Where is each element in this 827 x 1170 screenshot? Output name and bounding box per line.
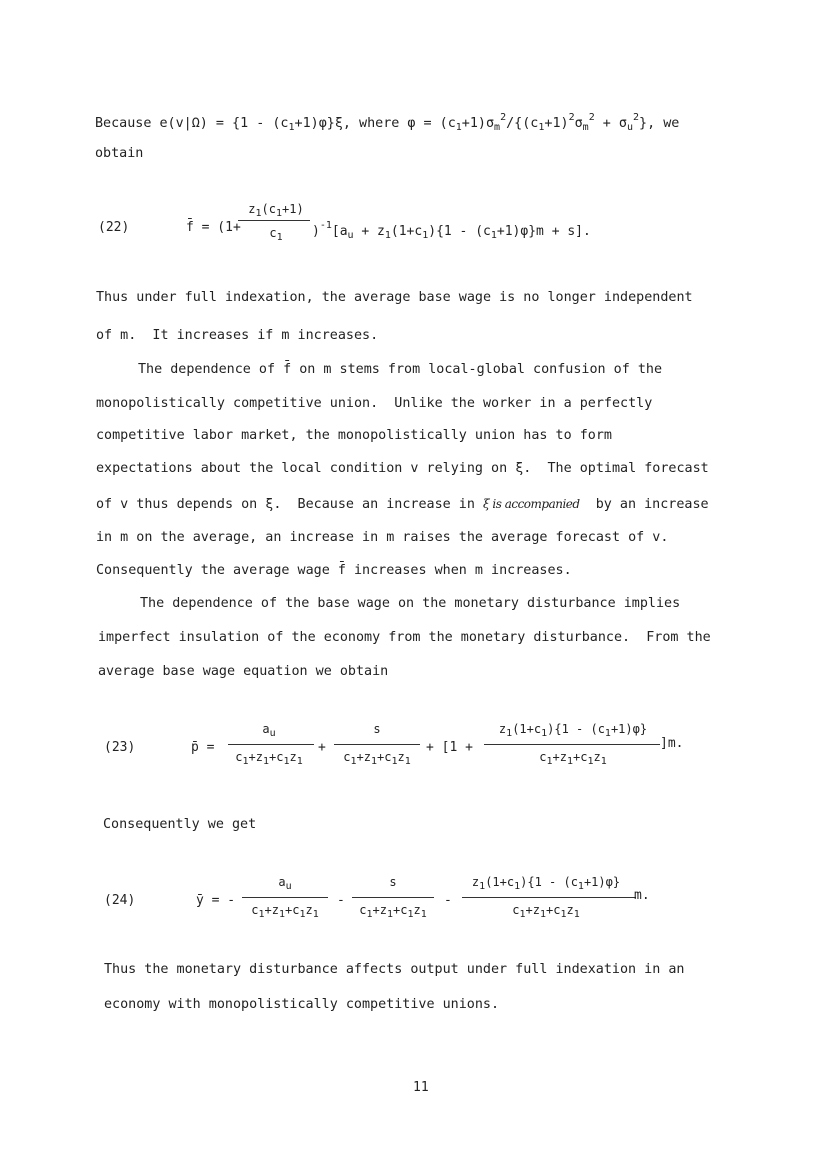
text-line: in m on the average, an increase in m raises the average forecast of v. xyxy=(96,530,669,545)
fraction-denominator: $c_1+z_1+c_1z_1$ xyxy=(251,903,319,920)
fraction-bar xyxy=(484,744,660,745)
fraction-denominator: $c_1+z_1+c_1z_1$ xyxy=(539,750,607,767)
fraction-denominator: $c_1+z_1+c_1z_1$ xyxy=(235,750,303,767)
handwritten-insert: ξ is accompanied xyxy=(482,497,580,511)
equation-number: (22) xyxy=(98,220,130,235)
text-line xyxy=(96,496,709,513)
text-line: of m. It increases if m increases. xyxy=(96,328,379,343)
page-number: 11 xyxy=(413,1080,429,1095)
fraction-denominator: $c_1+z_1+c_1z_1$ xyxy=(343,750,411,767)
fraction-numerator: $z_1(c_1+1)$ xyxy=(248,202,304,219)
text-segment: of v thus depends on ξ. Because an increase in xyxy=(96,497,483,512)
fraction-numerator: $a_u$ xyxy=(278,875,292,892)
fraction-numerator: $z_1(1+c_1)\{1 - (c_1+1)\varphi\}$ xyxy=(498,722,648,739)
equation-lhs: f̄ = (1+ xyxy=(186,220,241,235)
minus-sign: - xyxy=(337,893,345,908)
fraction-numerator: $a_u$ xyxy=(262,722,276,739)
equation-lhs: p̄ = xyxy=(191,740,215,755)
text-line: The dependence of f̄ on m stems from local-global confusion of the xyxy=(138,362,663,377)
fraction-numerator: $z_1(1+c_1)\{1 - (c_1+1)\varphi\}$ xyxy=(471,875,621,892)
equation-number: (24) xyxy=(104,893,136,908)
fraction-numerator: s xyxy=(389,875,397,889)
fraction-bar xyxy=(242,897,328,898)
fraction-denominator: $c_1+z_1+c_1z_1$ xyxy=(359,903,427,920)
text-line: expectations about the local condition v relying on ξ. The optimal forecast xyxy=(96,461,709,476)
fraction-bar xyxy=(228,744,314,745)
equation-number: (23) xyxy=(104,740,136,755)
text-line: The dependence of the base wage on the monetary disturbance implies xyxy=(140,596,681,611)
fraction-denominator: $c_1+z_1+c_1z_1$ xyxy=(512,903,580,920)
bracket-open: + [1 + xyxy=(426,740,473,755)
fraction-denominator: $c_1$ xyxy=(269,226,283,243)
text-line: Consequently we get xyxy=(103,817,257,832)
fraction-bar xyxy=(334,744,420,745)
intro-line-1: Because $e(v|\Omega) = \{1 - (c_1+1)\varphi\}\xi$, where $\varphi = (c_1+1)\sigma_m^2/\{(c_1+1)^2\sigma_m^2 + \sigma_u^2\}$, we xyxy=(95,112,680,133)
minus-sign: - xyxy=(444,893,452,908)
text-line: monopolistically competitive union. Unlike the worker in a perfectly xyxy=(96,396,653,411)
text-line: average base wage equation we obtain xyxy=(98,664,389,679)
equation-lhs: ȳ = - xyxy=(196,893,236,908)
fraction-bar xyxy=(238,220,310,221)
intro-line-2: obtain xyxy=(95,146,144,161)
equation-rest: )$^{-1}[a_u + z_1(1+c_1)\{1 - (c_1+1)\varphi\}m + s]$. xyxy=(312,220,591,241)
text-line: Thus under full indexation, the average base wage is no longer independent xyxy=(96,290,693,305)
text-line: imperfect insulation of the economy from the monetary disturbance. From the xyxy=(98,630,711,645)
plus-sign: + xyxy=(318,740,326,755)
fraction-numerator: s xyxy=(373,722,381,736)
text-line: economy with monopolistically competitive unions. xyxy=(104,997,500,1012)
fraction-bar xyxy=(352,897,434,898)
text-line: competitive labor market, the monopolistically union has to form xyxy=(96,428,612,443)
equation-tail: m. xyxy=(634,888,650,903)
text-line: Thus the monetary disturbance affects output under full indexation in an xyxy=(104,962,685,977)
fraction-bar xyxy=(462,897,636,898)
equation-tail: ]m. xyxy=(660,736,684,751)
text-segment: by an increase xyxy=(595,497,709,512)
text-line: Consequently the average wage f̄ increases when m increases. xyxy=(96,563,572,578)
